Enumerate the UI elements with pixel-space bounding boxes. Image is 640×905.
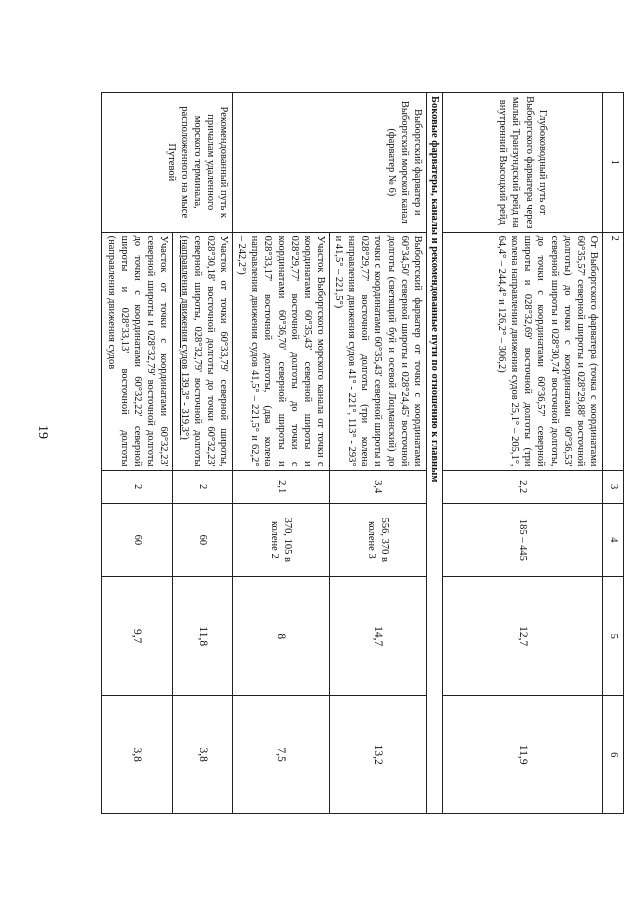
draft-value: 11,9: [443, 696, 603, 814]
depth-value: 9,7: [102, 576, 173, 695]
header-col-5: 5: [603, 576, 624, 695]
depth-value: 12,7: [443, 576, 603, 695]
length-value: 2,2: [443, 470, 603, 503]
length-value: 2,1: [233, 470, 330, 503]
fairway-description: Выборгский фарватер от точки с координатами 60°34,50' северной широты и 028°24,45' восточной долготы (светящий буй и осевой Лоцманский) до точки с координатами 60°35,43' северной широты и 028°29,77' восточной долготы (три колена направления движения судов 41° - 221°, 113° - 293° и 41,5° – 221,5°): [330, 232, 427, 470]
width-value: 60: [173, 503, 233, 576]
header-col-3: 3: [603, 470, 624, 503]
fairway-table: [102, 92, 625, 814]
rotated-page-area: [64, 92, 624, 814]
length-value: 3,4: [330, 470, 427, 503]
fairway-description: Участок от точки с координатами 60°32,23' северной широты и 028°32,79' восточной долготы до точки с координатами 60°32,22' северной широты и 028°33,13' восточной долготы (направления движения судов: [102, 232, 173, 470]
fairway-description: От Выборгского фарватера (точка с координатами 60°35,57' северной широты и 028°29,88' восточной долготы) до точки с координатами 60°36,53' северной широты и 028°30,74' восточной долготы, до точки с координатами 60°36,57' северной широты и 028°32,69' восточной долготы (три колена направлении движения судов 25,1° – 205,1°, 64,4° – 244,4° и 126,2° – 306,2): [443, 232, 603, 470]
depth-value: 11,8: [173, 576, 233, 695]
width-value: 556, 370 в колене 3: [330, 503, 427, 576]
table-container: [64, 92, 624, 814]
draft-value: 3,8: [102, 696, 173, 814]
width-value: 370, 105 в колене 2: [233, 503, 330, 576]
fairway-description: Участок Выборгского морского канала от точки с координатами 60°35,43' северной широты и 028°29,77' восточной долготы до точки с координатами 60°36,70' северной широты и 028°33,17' восточной долготы, (два колена направления движения судов 41,5° – 221,5° и 62,2° – 242,2°): [233, 232, 330, 470]
segment-description: Участок от точки 60°33,79' северной широты, 028°30,18' восточной долготы до точки 60°32,23' северной широты, 028°32,79' восточной долготы: [191, 235, 230, 467]
fairway-description: [173, 232, 233, 470]
header-col-6: 6: [603, 696, 624, 814]
section-title: Боковые фарватеры, каналы и рекомендованные пути по отношению к главным: [426, 93, 442, 814]
length-value: 2: [173, 470, 233, 503]
length-value: 2: [102, 470, 173, 503]
fairway-name: Глубоководный путь от Выборгского фарватера через малый Транзундский рейд на внутренний Высоцкий рейд: [443, 93, 603, 233]
draft-value: 3,8: [173, 696, 233, 814]
depth-value: 8: [233, 576, 330, 695]
section-row: [426, 93, 442, 814]
page-number: 19: [35, 425, 50, 439]
segment-directions: (направления движения судов 139,3° - 319,3°): [178, 235, 190, 440]
header-row: [603, 93, 624, 814]
depth-value: 14,7: [330, 576, 427, 695]
header-col-1: 1: [603, 93, 624, 233]
header-col-4: 4: [603, 503, 624, 576]
draft-value: 7,5: [233, 696, 330, 814]
table-row: [443, 93, 603, 814]
draft-value: 13,2: [330, 696, 427, 814]
fairway-name: Выборгский фарватер и Выборгский морской канал (фарватер № 6): [233, 93, 427, 233]
fairway-name: Рекомендованный путь к причалам удаленного морского терминала, расположенного на мысе Путевой: [102, 93, 233, 233]
table-row: [330, 93, 427, 814]
width-value: 185 – 445: [443, 503, 603, 576]
header-col-2: 2: [603, 232, 624, 470]
width-value: 60: [102, 503, 173, 576]
table-row: [173, 93, 233, 814]
